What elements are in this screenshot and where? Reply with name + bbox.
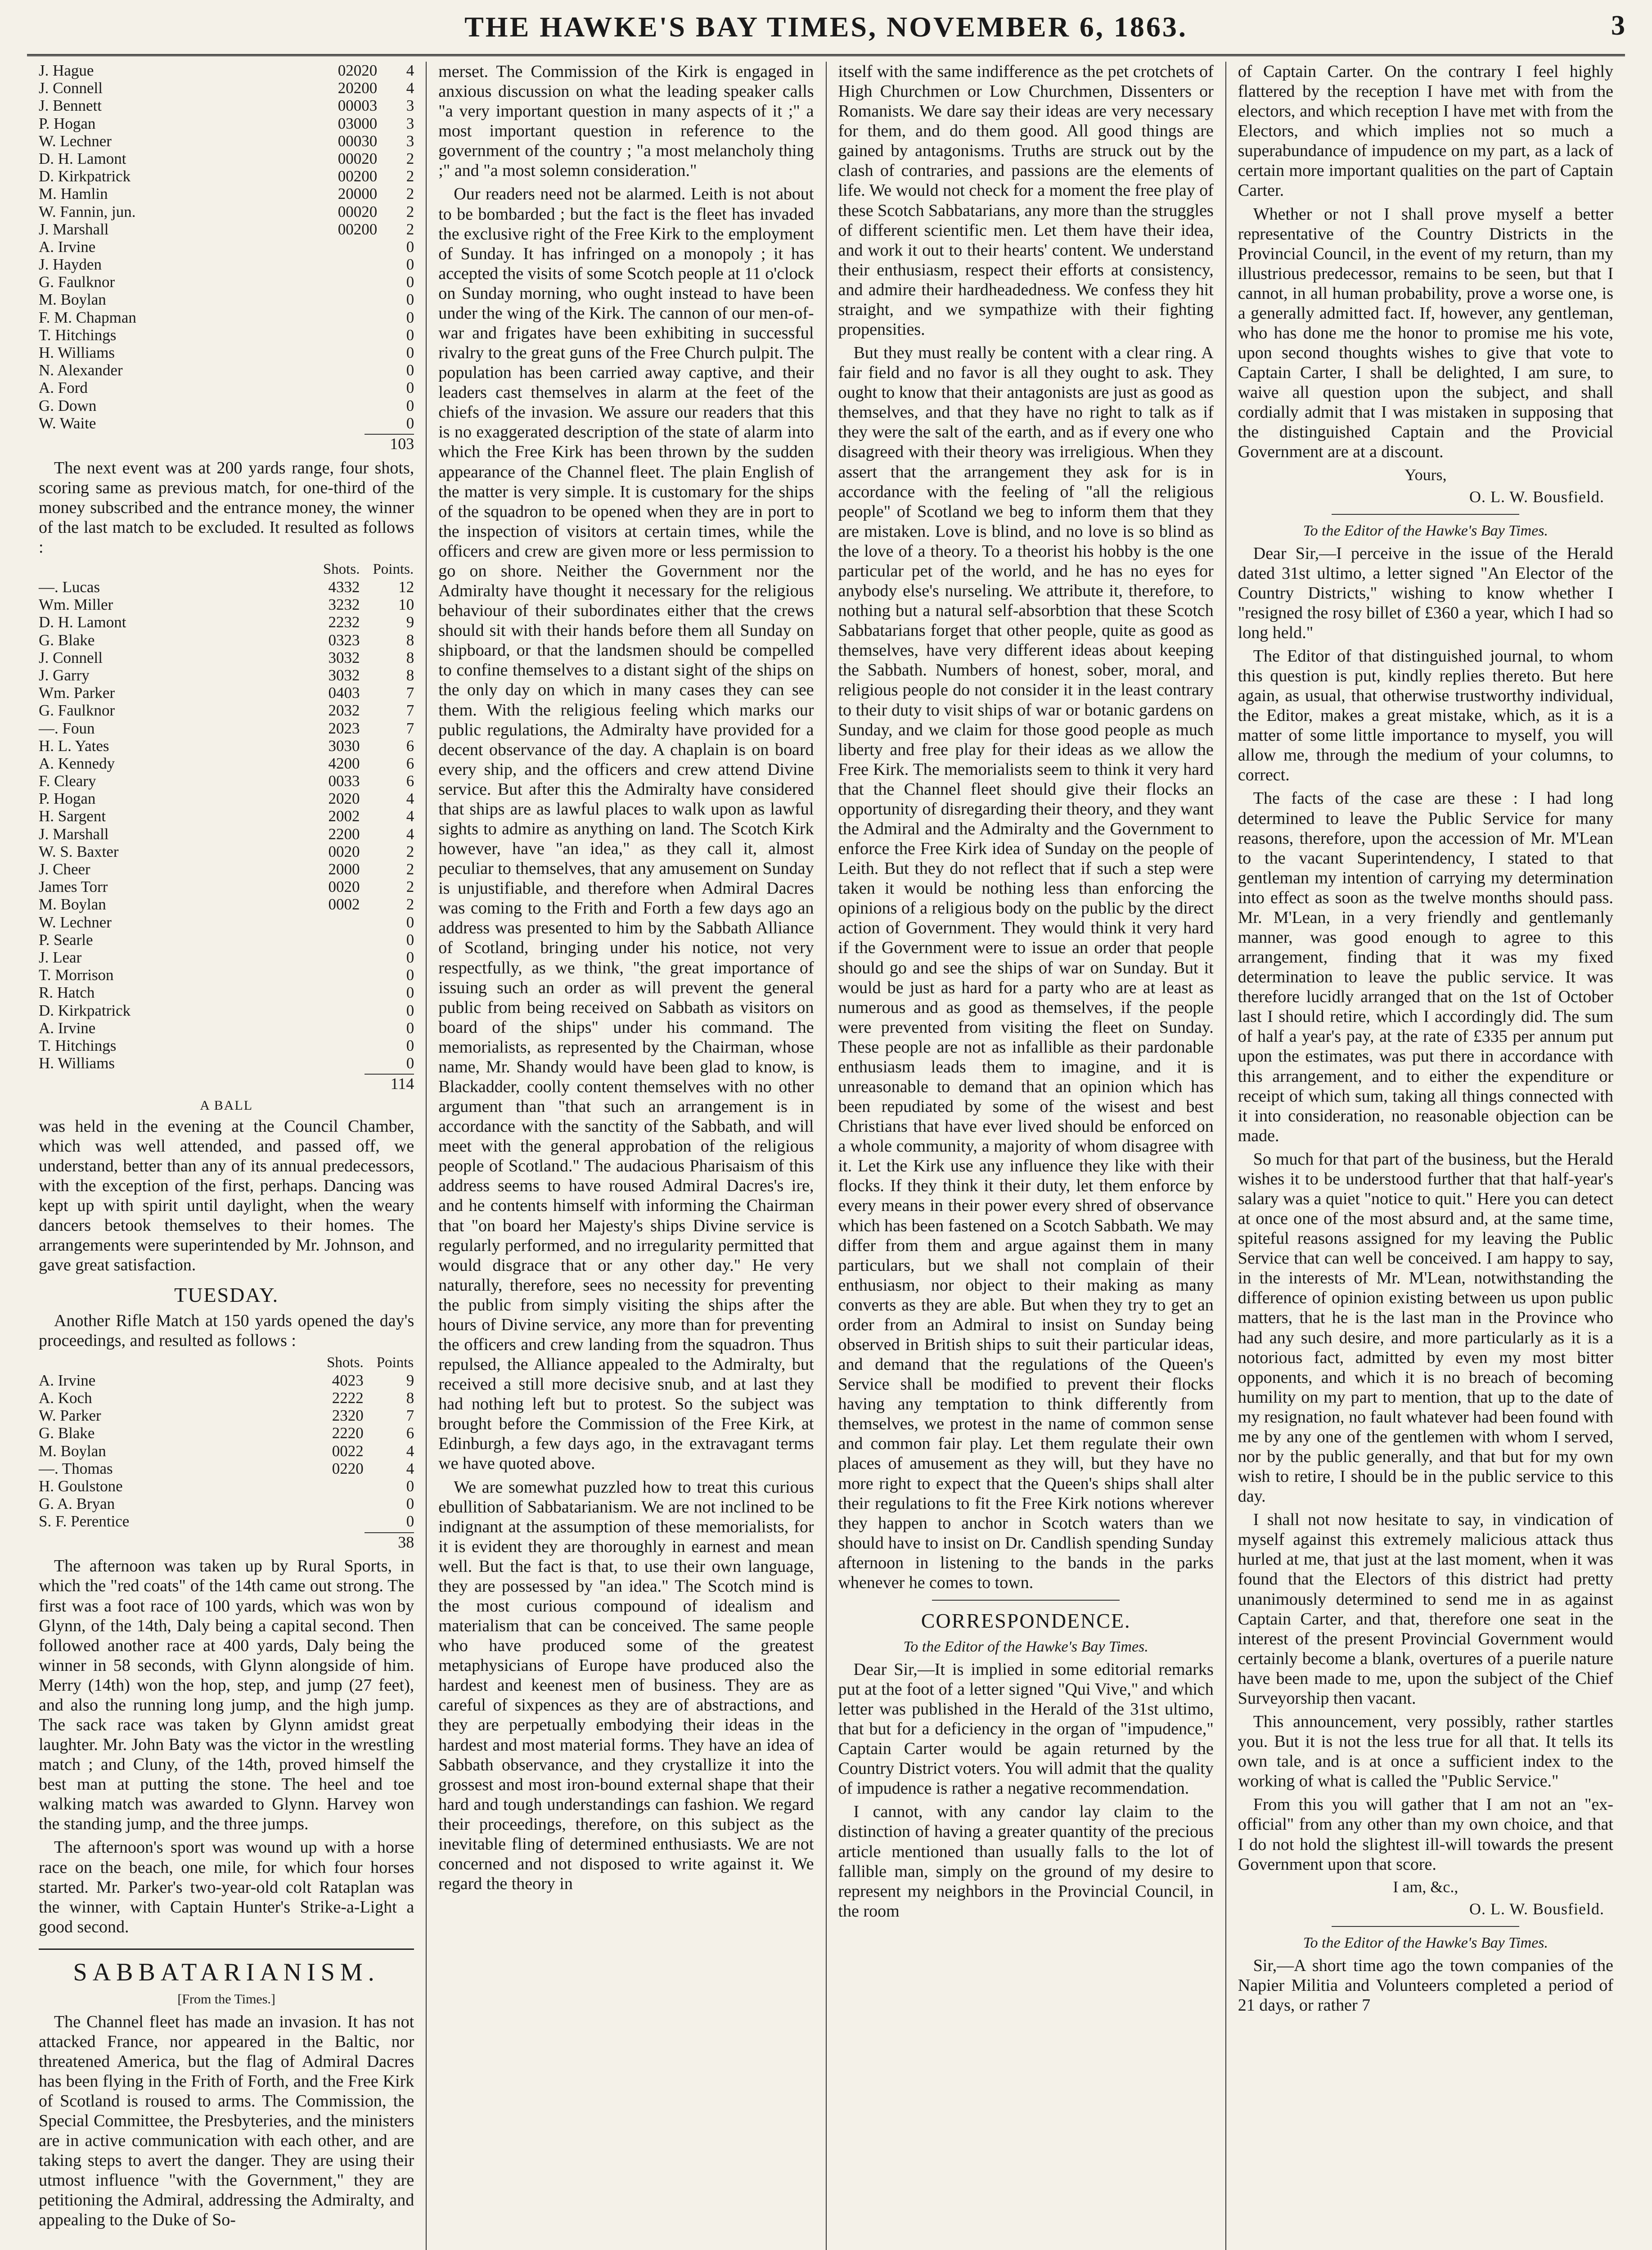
shots: 2020 — [328, 790, 360, 808]
shots: 2220 — [332, 1424, 364, 1442]
shots — [283, 1054, 372, 1072]
shots — [301, 291, 390, 308]
competitor-name: —. Thomas — [39, 1459, 113, 1477]
shots: 2200 — [328, 825, 360, 843]
competitor-name: S. F. Perentice — [39, 1512, 130, 1530]
shots: 3232 — [328, 596, 360, 614]
score-row — [39, 115, 414, 132]
competitor-name: A. Irvine — [39, 1371, 96, 1389]
divider-3 — [1332, 1926, 1519, 1927]
score-row — [39, 1054, 414, 1072]
points: 8 — [406, 1389, 414, 1407]
points: 2 — [406, 185, 414, 203]
points: 8 — [406, 648, 414, 666]
points: 4 — [406, 62, 414, 79]
competitor-name: D. H. Lamont — [39, 613, 126, 631]
header-points-3: Points — [376, 1354, 414, 1371]
points: 2 — [406, 149, 414, 167]
points: 0 — [406, 308, 414, 326]
ball-heading: A BALL — [200, 1098, 253, 1113]
total-1: 103 — [365, 434, 414, 454]
score-row — [39, 631, 414, 649]
competitor-name: G. Faulknor — [39, 273, 115, 291]
competitor-name: D. Kirkpatrick — [39, 167, 131, 185]
shots: 0020 — [328, 842, 360, 860]
shots: 0323 — [328, 631, 360, 649]
score-row — [39, 326, 414, 344]
shots — [283, 1037, 372, 1054]
shots — [283, 966, 372, 984]
header-shots-3: Shots. — [327, 1354, 364, 1371]
score-row — [39, 344, 414, 361]
tuesday-heading: TUESDAY. — [174, 1283, 279, 1307]
score-row — [39, 1372, 414, 1389]
para-200-yards: The next event was at 200 yards range, four shots, scoring same as previous match, for one-third of the money subscribed and the entrance money, the winner of the last match to be excluded. It resulted as follows : — [39, 458, 414, 557]
column-4 — [1226, 62, 1625, 2250]
competitor-name: A. Irvine — [39, 1019, 96, 1037]
score-row — [39, 1037, 414, 1054]
shots: 3032 — [328, 666, 360, 684]
col2-para-2: Our readers need not be alarmed. Leith is not about to be bombarded ; but the fact is the fleet has invaded the exclusive right of the Free Kirk to the employment of Sunday. It has infringed on a monopoly ; it has accepted the visits of some Scotch people at 11 o'clock on Sunday morning, who ought instead to have been under the wing of the Kirk. The cannon of our men-of-war and frigates have been exhibiting in successful rivalry to the great guns of the Free Church pulpit. The population has been carried away captive, and their leaders cast themselves in alarm at the feet of the chiefs of the invasion. We assure our readers that this is no exaggerated description of the state of alarm into which the Free Kirk has been thrown by the sudden appearance of the Channel fleet. The plain English of the matter is very simple. It is customary for the ships of the squadron to be opened when they are in port to the inspection of visitors at certain times, while the officers and crew are given more or less permission to go on shore. Neither the Government nor the Admiralty have thought it necessary for the religious behaviour of their subordinates either that the crews should sit with their hands before them all Sunday on shipboard, or that the landsmen should be compelled to confine themselves to a distant sight of the ships on the only day on which in many cases they can see them. With the religious feeling which marks our public regulations, the Admiralty have provided for a decent observance of the day. A chaplain is on board every ship, and the officers and crew attend Divine service. But after this the Admiralty have considered that ships are as lawful places to walk upon as lawful sights to admire as anything on land. The Scotch Kirk however, have "an idea," as they call it, almost peculiar to themselves, that any amusement on Sunday is unjustifiable, and therefore when Admiral Dacres was coming to the Frith and Forth a few days ago an address was presented to him by the Sabbath Alliance of Scotland, bringing under his notice, not very respectfully, as we think, "the great importance of issuing such an order as will prevent the general public from being received on Sabbath as visitors on board of the ships" under his command. The memorialists, as represented by the Chairman, whose name, Mr. Shandy would have been glad to know, is Blackadder, coolly content themselves with no other argument than "that such an arrangement is in accordance with the sanctity of the Sabbath, and will meet with the general approbation of the religious people of Scotland." The audacious Pharisaism of this address seems to have roused Admiral Dacres's ire, and he contents himself with informing the Chairman that "on board her Majesty's ships Divine service is regularly performed, and no irregularity permitted that would disgrace that or any other day." He very naturally, therefore, sees no necessity for preventing the public from simply visiting the ships after the hours of Divine service, any more than for preventing the officers and crew landing from the squadron. Thus repulsed, the Alliance appealed to the Admiralty, but received a still more decisive snub, and at last they had nothing left but to protest. So the subject was brought before the Commission of the Free Kirk, at Edinburgh, a few days ago, in the extravagant terms we have quoted above. — [438, 184, 814, 1473]
competitor-name: J. Hague — [39, 62, 94, 79]
shots: 2320 — [332, 1407, 364, 1425]
shots: 0220 — [332, 1459, 364, 1477]
competitor-name: M. Boylan — [39, 1442, 106, 1460]
page-number: 3 — [1611, 10, 1625, 41]
competitor-name: A. Kennedy — [39, 754, 115, 772]
competitor-name: W. Parker — [39, 1407, 101, 1425]
score-row — [39, 1512, 414, 1530]
score-row — [39, 1495, 414, 1512]
competitor-name: M. Hamlin — [39, 185, 108, 203]
points: 0 — [406, 1001, 414, 1019]
score-row — [39, 684, 414, 702]
column-2 — [427, 62, 826, 2250]
competitor-name: A. Ford — [39, 379, 88, 397]
shots: 00200 — [338, 167, 378, 185]
points: 0 — [406, 913, 414, 931]
competitor-name: G. A. Bryan — [39, 1495, 115, 1513]
points: 12 — [398, 578, 414, 596]
col3-para-2: But they must really be content with a clear ring. A fair field and no favor is all they ought to ask. They ought to know that their antagonists are just as good as themselves, and that they have no right to talk as if they were the salt of the earth, and as if every one who disagreed with their theory was irreligious. When they assert that the arrangement they ask for is in accordance with the feeling of "all the religious people" of Scotland we beg to inform them that they are mistaken. Love is blind, and no love is so blind as the love of a theory. To a theorist his hobby is the one particular pet of the world, and he has no eyes for anybody else's nurseling. We attribute it, therefore, to nothing but a natural self-absorbtion that these Scotch Sabbatarians forget that other people, quite as good as themselves, have very different ideas about keeping the Sabbath. Numbers of honest, sober, moral, and religious people do not consider it in the least contrary to their duty to visit ships of war or botanic gardens on Sunday, and we claim for those good people as much liberty and free play for their ideas as we allow the Free Kirk. The memorialists seem to think it very hard that the Channel fleet should give their flocks an opportunity of disregarding their theory, and they want the Admiral and the Admiralty and the Government to enforce the Free Kirk idea of Sunday on the people of Leith. But they do not reflect that if such a step were taken it would be nothing less than enforcing the opinions of a religious body on the public by the direct action of Government. They would think it very hard if the Government were to issue an order that people should go and see the ships of war on Sunday. But it would be just as hard for a party who are at least as numerous and as good as themselves, if the people were prevented from visiting the fleet on Sunday. These people are not as infallible as their pardonable enthusiasm leads them to imagine, and it is unreasonable to demand that an opinion which has been repudiated by some of the wisest and best Christians that have ever lived should be enforced on a whole community, a majority of whom disagree with it. Let the Kirk use any influence they like with their flocks. If they think it their duty, let them enforce by every means in their power every shred of observance which has been fastened on a Scotch Sabbath. We may differ from them and argue against them in many particulars, but we shall not complain of their enthusiasm, nor object to their making as many converts as they are able. But when they try to get an order from an Admiral to insist on Sunday being observed in British ships to suit their particular ideas, and demand that the regulations of the Queen's Service shall be modified to prevent their flocks having any temptation to think differently from themselves, we protest in the name of common sense and common fair play. Let them regulate their own places of amusement as they will, but they have no more right to expect that the Queen's ships shall alter their regulations to fit the Free Kirk notions wherever they happen to anchor in Scotch waters than we should have to insist on Dr. Candlish spending Sunday afternoon in listening to the bands in the parks whenever he comes to town. — [838, 343, 1214, 1592]
points: 3 — [406, 132, 414, 150]
shots: 2002 — [328, 807, 360, 825]
competitor-name: H. L. Yates — [39, 737, 109, 755]
shots: 3030 — [328, 737, 360, 755]
competitor-name: A. Koch — [39, 1389, 92, 1407]
shots: 2232 — [328, 613, 360, 631]
points: 0 — [406, 1036, 414, 1054]
score-row — [39, 1477, 414, 1495]
points: 2 — [406, 878, 414, 896]
competitor-name: W. Waite — [39, 414, 96, 432]
points: 0 — [406, 344, 414, 361]
yours: Yours, — [1404, 465, 1447, 484]
shots — [301, 273, 390, 291]
competitor-name: James Torr — [39, 878, 108, 896]
shots: 0020 — [328, 878, 360, 896]
column-1 — [27, 62, 427, 2250]
competitor-name: J. Hayden — [39, 256, 102, 274]
points: 4 — [406, 790, 414, 808]
competitor-name: H. Williams — [39, 1054, 115, 1072]
shots — [287, 1477, 376, 1495]
competitor-name: J. Marshall — [39, 220, 109, 238]
competitor-name: W. S. Baxter — [39, 842, 119, 860]
shots: 3032 — [328, 648, 360, 666]
col4-para-2: Whether or not I shall prove myself a better representative of the Country Districts in the Provincial Council, in the event of my return, than my illustrious predecessor, remains to be seen, but that I cannot, in all human probability, prove a worse one, is a generally admitted fact. If, however, any gentleman, who has done me the honor to promise me his vote, upon second thoughts wishes to give that vote to Captain Carter, I shall be delighted, I am sure, to waive all question upon the subject, and shall cordially admit that I was mistaken in supposing that the distinguished Captain and the Provicial Government are at a discount. — [1238, 204, 1613, 462]
shots: 20200 — [338, 79, 378, 97]
points: 6 — [406, 772, 414, 790]
scores-table-1 — [39, 62, 414, 432]
competitor-name: H. Williams — [39, 344, 115, 361]
points: 0 — [406, 256, 414, 274]
shots — [283, 914, 372, 931]
points: 4 — [406, 1442, 414, 1460]
points: 8 — [406, 666, 414, 684]
points: 0 — [406, 361, 414, 379]
score-row — [39, 309, 414, 326]
correspondence-heading: CORRESPONDENCE. — [921, 1609, 1131, 1633]
score-row — [39, 150, 414, 167]
score-row — [39, 702, 414, 719]
letter2-para-4: So much for that part of the business, but the Herald wishes it to be understood further that that half-year's salary was a quiet "notice to quit." Here you can detect at once one of the most absurd and, at the same time, spiteful reasons assigned for my leaving the Public Service that can well be conceived. I am happy to say, in the interests of Mr. M'Lean, notwithstanding the difference of opinion existing between us upon public matters, that he is the last man in the Province who had any such desire, and more particularly as it is a notorious fact, admitted by even my most bitter opponents, and which it is no breach of becoming humility on my part to mention, that up to the date of my resignation, no fault whatever had been found with me by any one of the gentlemen with whom I served, nor by the public generally, and that but for my own wish to retire, I should be in the public service to this day. — [1238, 1149, 1613, 1506]
shots: 00030 — [338, 132, 378, 150]
to-editor-heading-2: To the Editor of the Hawke's Bay Times. — [1303, 522, 1548, 540]
competitor-name: H. Goulstone — [39, 1477, 123, 1495]
letter2-para-2: The Editor of that distinguished journal, to whom this question is put, kindly replies thereto. But here again, as usual, that otherwise trustworthy individual, the Editor, makes a great mistake, which, as it is a matter of some little importance to myself, you will allow me, through the medium of your columns, to correct. — [1238, 646, 1613, 785]
competitor-name: —. Lucas — [39, 578, 100, 596]
score-row — [39, 720, 414, 737]
competitor-name: M. Boylan — [39, 291, 106, 309]
shots — [301, 379, 390, 396]
score-row — [39, 361, 414, 379]
score-row — [39, 613, 414, 631]
score-row — [39, 397, 414, 414]
points: 4 — [406, 1459, 414, 1477]
to-editor-heading-1: To the Editor of the Hawke's Bay Times. — [903, 1638, 1148, 1656]
ball-para: was held in the evening at the Council Chamber, which was well attended, and passed off, we understand, better than any of its annual predecessors, with the exception of the first, perhaps. Dancing was kept up with spirit until daylight, when the weary dancers betook themselves to their homes. The arrangements were superintended by Mr. Johnson, and gave great satisfaction. — [39, 1116, 414, 1275]
shots: 00020 — [338, 202, 378, 220]
columns — [27, 62, 1625, 2250]
header-points: Points. — [373, 561, 414, 578]
shots — [301, 344, 390, 361]
score-row — [39, 379, 414, 396]
points: 0 — [406, 273, 414, 291]
header-shots: Shots. — [323, 561, 360, 578]
i-am: I am, &c., — [1393, 1877, 1458, 1896]
score-row — [39, 807, 414, 825]
points: 2 — [406, 167, 414, 185]
score-row — [39, 185, 414, 202]
score-row — [39, 878, 414, 896]
sabbatarianism-para-1: The Channel fleet has made an invasion. It has not attacked France, nor appeared in the Baltic, nor threatened America, but the flag of Admiral Dacres has been flying in the Frith of Forth, and the Free Kirk of Scotland is roused to arms. The Commission, the Special Committee, the Presbyteries, and the ministers are in active communication with each other, and are taking steps to avert the danger. They are using their utmost influence "with the Government," they are petitioning the Admiral, addressing the Admiralty, and appealing to the Duke of So- — [39, 2012, 414, 2230]
score-row — [39, 220, 414, 238]
score-row — [39, 414, 414, 432]
competitor-name: F. M. Chapman — [39, 308, 136, 326]
points: 0 — [406, 1054, 414, 1072]
score-row — [39, 132, 414, 150]
total-2: 114 — [365, 1074, 414, 1094]
letter3-para-1: Sir,—A short time ago the town companies of the Napier Militia and Volunteers completed a period of 21 days, or rather 7 — [1238, 1956, 1613, 2015]
score-row — [39, 97, 414, 114]
competitor-name: Wm. Parker — [39, 684, 115, 702]
letter2-para-3: The facts of the case are these : I had long determined to leave the Public Service for many reasons, therefore, upon the accession of Mr. M'Lean to the vacant Superintendency, I stated to that gentleman my intention of carrying my determination into effect as soon as the twelve months should pass. Mr. M'Lean, in a very friendly and gentlemanly manner, was good enough to agree to this arrangement, finding that it was my fixed determination to leave the public service. It was therefore lucidly arranged that on the 1st of October last I should retire, which I accordingly did. The sum of half a year's pay, at the rate of £335 per annum put upon the estimates, was put there in accordance with this arrangement, and to either the expenditure or receipt of which sum, taking all things connected with it into consideration, no reasonable objection can be made. — [1238, 789, 1613, 1145]
score-row — [39, 1460, 414, 1477]
points: 0 — [406, 931, 414, 949]
sabbatarianism-heading: SABBATARIANISM. — [39, 1948, 414, 1987]
shots: 4200 — [328, 754, 360, 772]
score-row — [39, 291, 414, 308]
competitor-name: G. Blake — [39, 631, 95, 649]
col3-para-1: itself with the same indifference as the pet crotchets of High Churchmen or Low Churchmen, Dissenters or Romanists. We dare say their ideas are very necessary for them, and do them good. All good things are gained by antagonisms. Truths are struck out by the clash of contraries, and passions are the elements of life. We would not check for a moment the free play of these Scotch Sabbatarians, any more than the struggles of different scientific men. Let them have their idea, and work it out to their hearts' content. We understand their enthusiasm, respect their efforts at consistency, and admire their hardheadedness. We confess they hit straight, and we sympathize with their fighting propensities. — [838, 62, 1214, 339]
competitor-name: P. Hogan — [39, 790, 96, 808]
score-row — [39, 649, 414, 666]
shots — [283, 1019, 372, 1037]
total-3: 38 — [365, 1532, 414, 1552]
shots: 2000 — [328, 860, 360, 878]
points: 4 — [406, 807, 414, 825]
points: 0 — [406, 396, 414, 414]
points: 0 — [406, 1495, 414, 1513]
score-row — [39, 256, 414, 273]
score-row — [39, 843, 414, 860]
shots — [283, 984, 372, 1001]
points: 2 — [406, 842, 414, 860]
divider — [932, 1600, 1120, 1601]
competitor-name: J. Bennett — [39, 97, 102, 115]
shots: 02020 — [338, 62, 378, 79]
competitor-name: P. Searle — [39, 931, 93, 949]
score-row — [39, 755, 414, 772]
letter1-para-1: Dear Sir,—It is implied in some editorial remarks put at the foot of a letter signed "Qui Vive," and which letter was published in the Herald of the 31st ultimo, that but for a deficiency in the organ of "impudence," Captain Carter would be again returned by the Country District voters. You will admit that the quality of impudence is rather a negative recommendation. — [838, 1660, 1214, 1798]
points: 2 — [406, 860, 414, 878]
points: 0 — [406, 1477, 414, 1495]
competitor-name: G. Blake — [39, 1424, 95, 1442]
score-row — [39, 1424, 414, 1442]
score-row — [39, 949, 414, 966]
competitor-name: J. Lear — [39, 948, 82, 966]
score-row — [39, 273, 414, 291]
competitor-name: J. Cheer — [39, 860, 90, 878]
shots: 0002 — [328, 896, 360, 914]
points: 0 — [406, 414, 414, 432]
shots: 2023 — [328, 719, 360, 737]
shots: 00020 — [338, 149, 378, 167]
scores-table-2 — [39, 561, 414, 1072]
competitor-name: G. Down — [39, 396, 97, 414]
col4-para-1: of Captain Carter. On the contrary I feel highly flattered by the reception I have met with from the electors, and which reception I have met with from the Electors, and which implies not so much a superabundance of impudence on my part, as a lack of certain more important qualities on the part of Captain Carter. — [1238, 62, 1613, 200]
points: 0 — [406, 291, 414, 309]
score-row — [39, 1002, 414, 1019]
col2-para-3: We are somewhat puzzled how to treat this curious ebullition of Sabbatarianism. We are not inclined to be indignant at the assumption of these memorialists, for it is evident they are thoroughly in earnest and mean well. But the fact is that, to use their own language, they are possessed by "an idea." The Scotch mind is the most curious compound of idealism and materialism that can be conceived. The same people who have produced some of the greatest metaphysicians of Europe have produced also the hardest and keenest men of business. They are as careful of sixpences as they are of abstractions, and they are perpetually embodying their ideas in the hardest and most material forms. They have an idea of Sabbath observance, and they crystallize it into the grossest and most iron-bound external shape that their hard and tough understandings can fashion. We regard their proceedings, therefore, on this subject as the inevitable fling of determined enthusiasts. We are not concerned and not disposed to write against it. We regard the theory in — [438, 1477, 814, 1894]
letter2-para-1: Dear Sir,—I perceive in the issue of the Herald dated 31st ultimo, a letter signed "An Elector of the Country Districts," wishing to know whether I "resigned the rosy billet of £360 a year, which I had so long held." — [1238, 544, 1613, 642]
points: 0 — [406, 326, 414, 344]
score-row — [39, 914, 414, 931]
from-times: [From the Times.] — [177, 1991, 275, 2007]
score-row — [39, 62, 414, 79]
shots — [301, 414, 390, 432]
shots: 20000 — [338, 185, 378, 203]
score-row — [39, 1407, 414, 1424]
competitor-name: P. Hogan — [39, 114, 96, 132]
col2-para-1: merset. The Commission of the Kirk is engaged in anxious discussion on what the leading speaker calls "a very important question in many aspects of it ;" a most important question in reference to the government of the country ; "a most melancholy thing ;" and "a most solemn consideration." — [438, 62, 814, 180]
shots — [283, 949, 372, 966]
shots — [283, 931, 372, 949]
horse-race-para: The afternoon's sport was wound up with a horse race on the beach, one mile, for which four horses started. Mr. Parker's two-year-old colt Rataplan was the winner, with Captain Hunter's Strike-a-Light a good second. — [39, 1838, 414, 1936]
competitor-name: J. Connell — [39, 648, 103, 666]
score-row — [39, 167, 414, 185]
score-row — [39, 1019, 414, 1037]
points: 6 — [406, 1424, 414, 1442]
competitor-name: F. Cleary — [39, 772, 96, 790]
score-row — [39, 1442, 414, 1460]
competitor-name: W. Lechner — [39, 913, 112, 931]
points: 4 — [406, 825, 414, 843]
shots: 2032 — [328, 702, 360, 720]
points: 4 — [406, 79, 414, 97]
shots — [301, 256, 390, 273]
tuesday-para: Another Rifle Match at 150 yards opened the day's proceedings, and resulted as follows : — [39, 1311, 414, 1350]
score-row — [39, 790, 414, 807]
points: 3 — [406, 114, 414, 132]
shots — [301, 238, 390, 256]
points: 0 — [406, 1019, 414, 1037]
shots: 0403 — [328, 684, 360, 702]
competitor-name: J. Garry — [39, 666, 90, 684]
to-editor-heading-3: To the Editor of the Hawke's Bay Times. — [1303, 1935, 1548, 1952]
shots — [287, 1512, 376, 1530]
score-row — [39, 238, 414, 256]
competitor-name: H. Sargent — [39, 807, 106, 825]
points: 7 — [406, 702, 414, 720]
points: 2 — [406, 896, 414, 914]
points: 6 — [406, 754, 414, 772]
scores-table-3 — [39, 1354, 414, 1530]
shots — [283, 1002, 372, 1019]
shots — [301, 326, 390, 344]
competitor-name: R. Hatch — [39, 984, 95, 1002]
shots — [287, 1495, 376, 1512]
afternoon-para: The afternoon was taken up by Rural Sports, in which the "red coats" of the 14th came out strong. The first was a foot race of 100 yards, which was won by Glynn, of the 14th, Daly being a capital second. Then followed another race at 400 yards, Daly being the winner in 58 seconds, with Glynn alongside of him. Merry (14th) won the hop, step, and jump (27 feet), and also the running long jump, and the high jump. The sack race was taken by Glynn amidst great laughter. Mr. John Baty was the victor in the wrestling match ; and Cluny, of the 14th, proved himself the best man at putting the stone. The heel and toe walking match was awarded to Glynn. Harvey won the standing jump, and the three jumps. — [39, 1557, 414, 1834]
letter2-para-6: This announcement, very possibly, rather startles you. But it is not the less true for all that. It tells its own tale, and is at once a sufficient index to the working of what is called the "Public Service." — [1238, 1712, 1613, 1791]
competitor-name: Wm. Miller — [39, 596, 113, 614]
score-row — [39, 931, 414, 949]
points: 3 — [406, 97, 414, 115]
score-row — [39, 79, 414, 97]
column-3 — [827, 62, 1226, 2250]
competitor-name: G. Faulknor — [39, 702, 115, 720]
score-row — [39, 737, 414, 755]
points: 6 — [406, 737, 414, 755]
letter2-para-7: From this you will gather that I am not an "ex-official" from any other than my own choice, and that I do not hold the slightest ill-will towards the present Government upon that score. — [1238, 1795, 1613, 1874]
score-row — [39, 666, 414, 684]
competitor-name: D. H. Lamont — [39, 149, 126, 167]
competitor-name: W. Lechner — [39, 132, 112, 150]
competitor-name: —. Foun — [39, 719, 95, 737]
competitor-name: J. Connell — [39, 79, 103, 97]
masthead-title: THE HAWKE'S BAY TIMES, NOVEMBER 6, 1863. — [464, 11, 1188, 43]
competitor-name: T. Hitchings — [39, 1036, 117, 1054]
letter1-para-2: I cannot, with any candor lay claim to the distinction of having a greater quantity of the precious article mentioned than usually falls to the lot of fallible man, simply on the ground of my desire to represent my neighbors in the Provincial Council, in the room — [838, 1802, 1214, 1921]
points: 7 — [406, 684, 414, 702]
points: 7 — [406, 1407, 414, 1425]
points: 2 — [406, 202, 414, 220]
points: 0 — [406, 948, 414, 966]
competitor-name: W. Fannin, jun. — [39, 202, 136, 220]
score-row — [39, 1389, 414, 1407]
competitor-name: M. Boylan — [39, 896, 106, 914]
divider-2 — [1332, 514, 1519, 515]
shots — [301, 397, 390, 414]
shots: 0022 — [332, 1442, 364, 1460]
competitor-name: N. Alexander — [39, 361, 123, 379]
score-row — [39, 825, 414, 843]
points: 9 — [406, 1371, 414, 1389]
points: 8 — [406, 631, 414, 649]
points: 0 — [406, 238, 414, 256]
shots: 4332 — [328, 578, 360, 596]
score-row — [39, 984, 414, 1001]
competitor-name: A. Irvine — [39, 238, 96, 256]
points: 2 — [406, 220, 414, 238]
points: 0 — [406, 1512, 414, 1530]
points: 0 — [406, 379, 414, 397]
competitor-name: J. Marshall — [39, 825, 109, 843]
score-row — [39, 896, 414, 913]
points: 0 — [406, 966, 414, 984]
points: 10 — [398, 596, 414, 614]
competitor-name: T. Morrison — [39, 966, 114, 984]
points: 9 — [406, 613, 414, 631]
competitor-name: T. Hitchings — [39, 326, 117, 344]
score-row — [39, 596, 414, 613]
shots: 00003 — [338, 97, 378, 115]
shots: 2222 — [332, 1389, 364, 1407]
score-row — [39, 860, 414, 878]
letter2-para-5: I shall not now hesitate to say, in vindication of myself against this extremely malicious attack thus hurled at me, that just at the last moment, when it was found that the Electors of this district had pretty unanimously determined to send me in as against Captain Carter, and that, therefore one seat in the interest of the present Provincial Government would certainly become a blank, overtures of a puerile nature have been made to me, upon the subject of the Chief Surveyorship then vacant. — [1238, 1510, 1613, 1708]
score-row — [39, 966, 414, 984]
shots — [301, 361, 390, 379]
signature-1: O. L. W. Bousfield. — [1469, 488, 1604, 506]
score-row — [39, 203, 414, 220]
shots: 4023 — [332, 1371, 364, 1389]
score-row — [39, 578, 414, 596]
shots: 0033 — [328, 772, 360, 790]
competitor-name: D. Kirkpatrick — [39, 1001, 131, 1019]
masthead — [27, 0, 1625, 56]
points: 0 — [406, 984, 414, 1002]
score-row — [39, 772, 414, 790]
points: 7 — [406, 719, 414, 737]
shots — [301, 309, 390, 326]
signature-2: O. L. W. Bousfield. — [1469, 1900, 1604, 1918]
shots: 03000 — [338, 114, 378, 132]
shots: 00200 — [338, 220, 378, 238]
